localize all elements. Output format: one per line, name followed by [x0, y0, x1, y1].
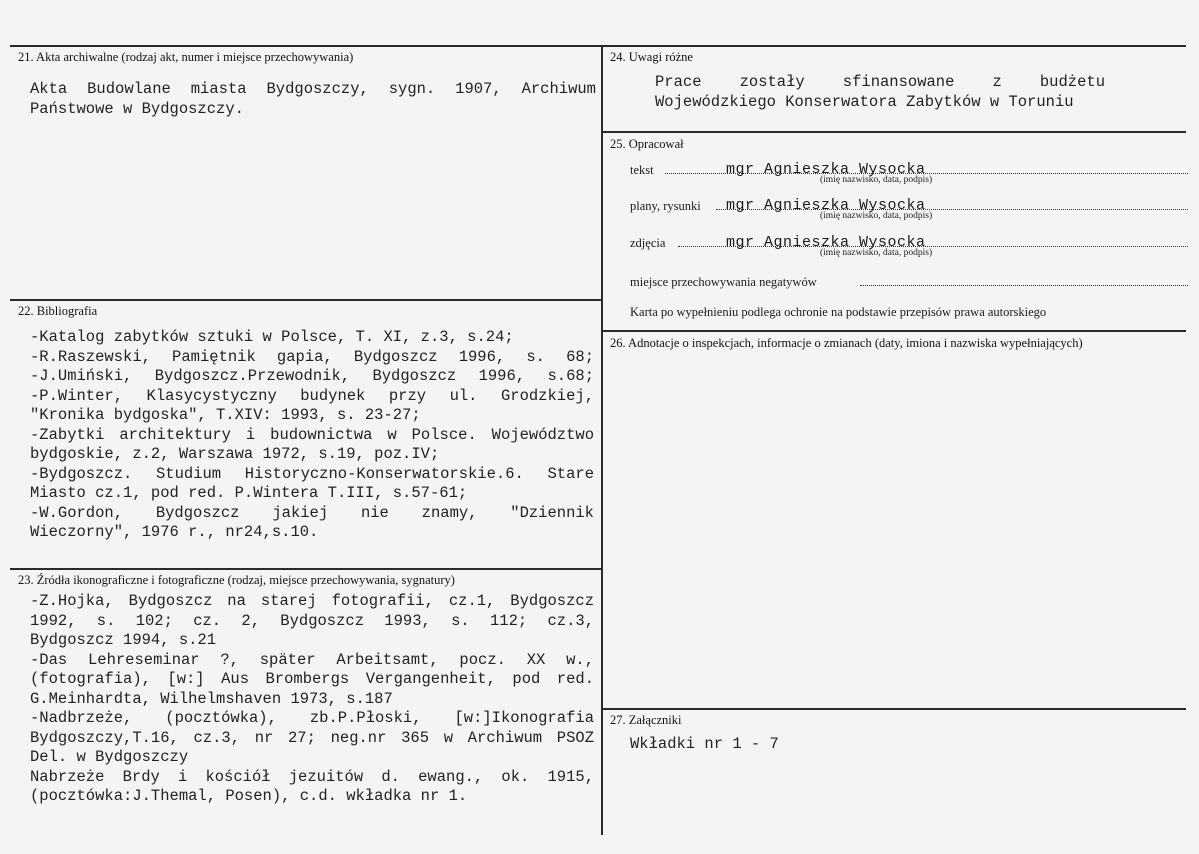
text-line: 1992, s. 102; cz. 2, Bydgoszcz 1993, s. 112; cz.3,: [30, 611, 594, 630]
text-line: -Das Lehreseminar ?, später Arbeitsamt, pocz. XX w.,: [30, 650, 594, 669]
center-divider: [601, 45, 603, 835]
text-line: -P.Winter, Klasycystyczny budynek przy ul. Grodzkiej,: [30, 386, 594, 405]
rule-22: [10, 299, 602, 301]
text-line: (fotografia), [w:] Aus Brombergs Vergangenheit, pod red.: [30, 670, 594, 688]
rule-26: [601, 330, 1186, 332]
text-line: -Z.Hojka, Bydgoszcz na starej fotografii, cz.1, Bydgoszcz: [30, 592, 594, 610]
text-line: -Bydgoszcz. Studium Historyczno-Konserwatorskie.6. Stare: [30, 464, 594, 483]
text-line: Wojewódzkiego Konserwatora Zabytków w Toruniu: [655, 92, 1074, 111]
field-hint: (imię nazwisko, data, podpis): [820, 175, 933, 185]
section-24-label: 24. Uwagi różne: [610, 50, 693, 64]
copyright-notice: Karta po wypełnieniu podlega ochronie na podstawie przepisów prawa autorskiego: [630, 305, 1047, 319]
field-hint: (imię nazwisko, data, podpis): [820, 248, 933, 258]
signature-row-photos: [630, 236, 1190, 266]
text-line: -R.Raszewski, Pamiętnik gapia, Bydgoszcz 1996, s. 68;: [30, 347, 594, 366]
field-hint: (imię nazwisko, data, podpis): [820, 211, 933, 221]
text-line: Nabrzeże Brdy i kościół jezuitów d. ewang., ok. 1915,: [30, 767, 594, 786]
text-line: Bydgoszcz 1994, s.21: [30, 631, 217, 649]
rule-27: [601, 708, 1186, 710]
author-name: mgr Agnieszka Wysocka: [726, 161, 926, 178]
text-line: Bydgoszczy,T.16, cz.3, nr 27; neg.nr 365 w Archiwum PSOZ: [30, 728, 594, 747]
section-21-content: [30, 80, 596, 119]
row-label: miejsce przechowywania negatywów: [630, 275, 817, 289]
text-line: -Zabytki architektury i budownictwa w Polsce. Województwo: [30, 425, 594, 444]
section-27-content: Wkładki nr 1 - 7: [630, 735, 779, 753]
text-line: G.Meinhardta, Wilhelmshaven 1973, s.187: [30, 689, 393, 708]
author-name: mgr Agnieszka Wysocka: [726, 234, 926, 251]
text-line: Miasto cz.1, pod red. P.Wintera T.III, s.57-61;: [30, 484, 468, 502]
text-line: bydgoskie, z.2, Warszawa 1972, s.19, poz.IV;: [30, 445, 440, 463]
text-line: Del. w Bydgoszczy: [30, 748, 189, 766]
row-label: zdjęcia: [630, 236, 666, 250]
text-line: Akta Budowlane miasta Bydgoszczy, sygn. 1907, Archiwum: [30, 80, 596, 98]
section-26-label: 26. Adnotacje o inspekcjach, informacje o zmianach (daty, imiona i nazwiska wypełniających): [610, 336, 1083, 350]
author-name: mgr Agnieszka Wysocka: [726, 197, 926, 214]
text-line: -W.Gordon, Bydgoszcz jakiej nie znamy, "Dziennik: [30, 503, 594, 522]
section-27-label: 27. Załączniki: [610, 713, 682, 727]
negatives-row: [630, 275, 1190, 305]
section-25-label: 25. Opracował: [610, 137, 684, 151]
section-22-label: 22. Bibliografia: [18, 304, 98, 318]
top-rule: [10, 45, 1186, 47]
dotted-line: [860, 284, 1188, 286]
text-line: Prace zostały sfinansowane z budżetu: [655, 73, 1105, 91]
text-line: (pocztówka:J.Themal, Posen), c.d. wkładka nr 1.: [30, 787, 468, 805]
section-23-content: [30, 592, 594, 807]
section-23-label: 23. Źródła ikonograficzne i fotograficzne (rodzaj, miejsce przechowywania, sygnatury): [18, 573, 455, 587]
text-line: "Kronika bydgoska", T.XIV: 1993, s. 23-27;: [30, 406, 421, 424]
rule-23: [10, 568, 602, 570]
signature-row-text: [630, 163, 1190, 193]
section-21-label: 21. Akta archiwalne (rodzaj akt, numer i miejsce przechowywania): [18, 50, 354, 64]
text-line: -Nadbrzeże, (pocztówka), zb.P.Płoski, [w:]Ikonografia: [30, 709, 594, 727]
text-line: Wieczorny", 1976 r., nr24,s.10.: [30, 523, 319, 541]
text-line: -J.Umiński, Bydgoszcz.Przewodnik, Bydgoszcz 1996, s.68;: [30, 367, 594, 385]
rule-25: [601, 131, 1186, 133]
row-label: tekst: [630, 163, 654, 177]
row-label: plany, rysunki: [630, 199, 701, 213]
section-24-content: [655, 73, 1105, 112]
signature-row-plans: [630, 199, 1190, 229]
section-22-content: [30, 328, 594, 543]
text-line: Państwowe w Bydgoszczy.: [30, 99, 244, 118]
text-line: -Katalog zabytków sztuki w Polsce, T. XI, z.3, s.24;: [30, 328, 514, 346]
